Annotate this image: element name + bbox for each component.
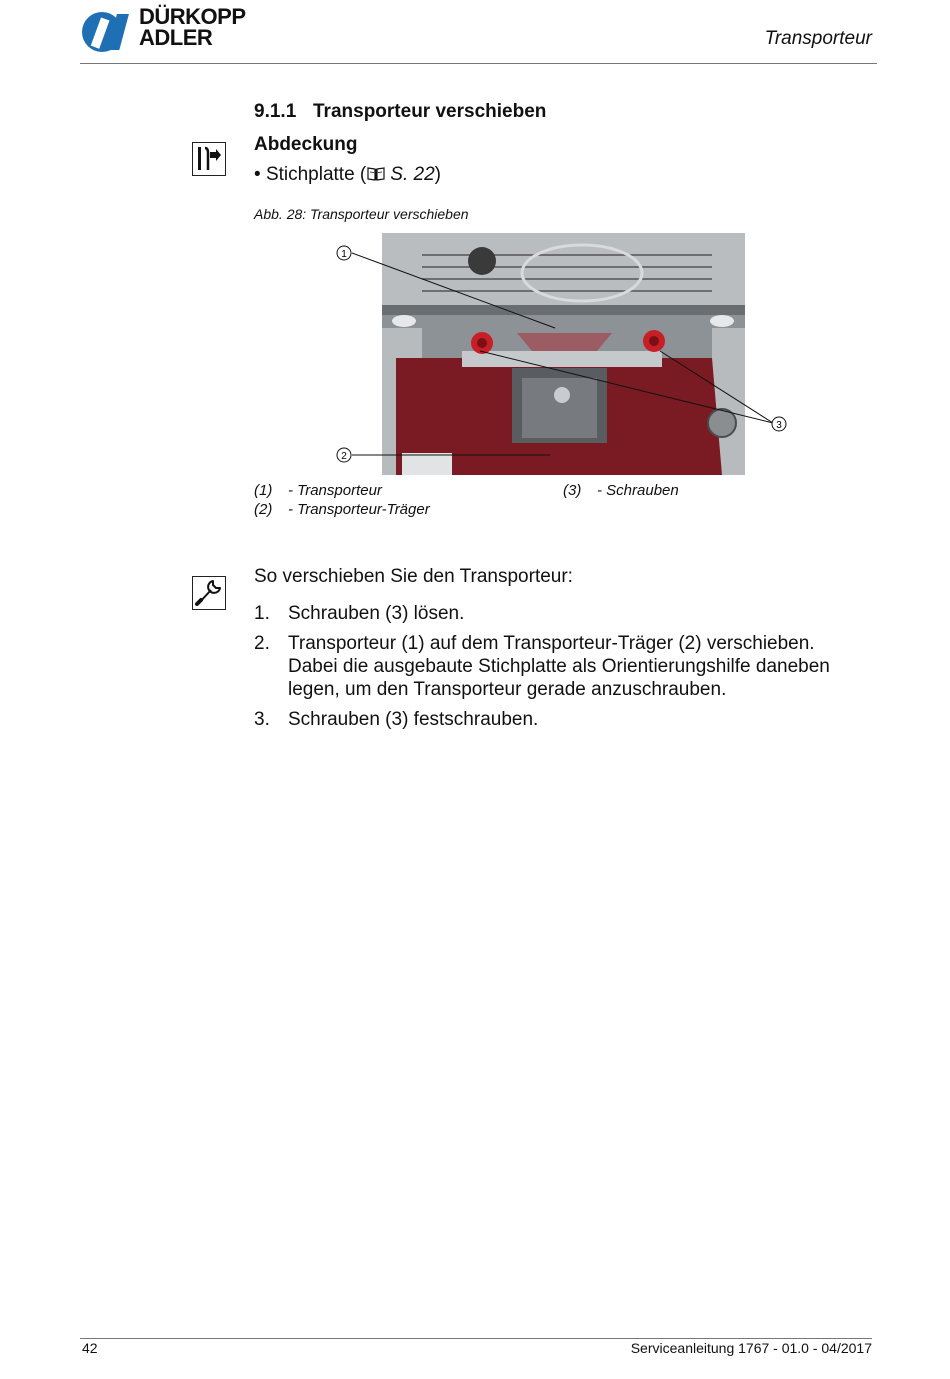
step-text: Schrauben (3) festschrauben. (288, 709, 539, 730)
callout-label-1: 1 (341, 249, 347, 260)
callout-leader-3b (660, 351, 773, 423)
page-number: 42 (82, 1340, 98, 1356)
step-item (254, 602, 854, 625)
page-reference-link[interactable]: S. 22 (390, 164, 435, 185)
cover-bullet (254, 164, 441, 188)
step-text: Schrauben (3) lösen. (288, 603, 465, 624)
header-section-title: Transporteur (764, 28, 872, 49)
legend-item-2 (254, 501, 430, 518)
instruction-steps (254, 602, 854, 738)
instructions-intro: So verschieben Sie den Transporteur: (254, 566, 573, 587)
legend-item-1 (254, 482, 382, 499)
step-number: 3. (254, 709, 270, 730)
book-icon (366, 166, 386, 188)
step-text: Transporteur (1) auf dem Transporteur-Träger (2) verschieben. Dabei die ausgebaute Stichplatte als Orientierungshilfe daneben legen, um den Transporteur gerade anzuschrauben. (288, 633, 830, 700)
tool-icon (192, 576, 226, 610)
brand-name (139, 6, 246, 48)
step-number: 2. (254, 633, 270, 654)
cover-removal-icon (193, 143, 224, 174)
section-title: Transporteur verschieben (313, 101, 547, 122)
step-item (254, 708, 854, 731)
legend-num: (1) (254, 482, 273, 499)
brand-logo-mark (80, 10, 140, 54)
section-heading (254, 101, 546, 123)
header-divider (80, 63, 877, 64)
step-number: 1. (254, 603, 270, 624)
legend-num: (2) (254, 501, 273, 518)
bullet-close: ) (434, 164, 441, 185)
wrench-icon (193, 577, 224, 608)
bullet-dot: • (254, 164, 266, 185)
legend-label: - Schrauben (597, 482, 679, 499)
brand-line-1: DÜRKOPP (139, 4, 246, 29)
legend-label: - Transporteur-Träger (288, 501, 430, 518)
cover-heading: Abdeckung (254, 134, 358, 155)
callout-leader-3a (480, 351, 773, 423)
callout-leader-1 (352, 253, 555, 328)
section-number: 9.1.1 (254, 101, 297, 122)
figure-caption: Abb. 28: Transporteur verschieben (254, 206, 469, 222)
callout-label-3: 3 (776, 420, 782, 431)
step-item (254, 632, 854, 701)
footer-divider (80, 1338, 872, 1339)
legend-num: (3) (563, 482, 582, 499)
figure-callouts (330, 233, 790, 475)
cover-icon (192, 142, 226, 176)
bullet-text: Stichplatte ( (265, 164, 367, 185)
document-info: Serviceanleitung 1767 - 01.0 - 04/2017 (630, 1340, 872, 1356)
legend-label: - Transporteur (288, 482, 382, 499)
brand-line-2: ADLER (139, 25, 213, 50)
callout-label-2: 2 (341, 451, 347, 462)
legend-item-3 (563, 482, 679, 499)
